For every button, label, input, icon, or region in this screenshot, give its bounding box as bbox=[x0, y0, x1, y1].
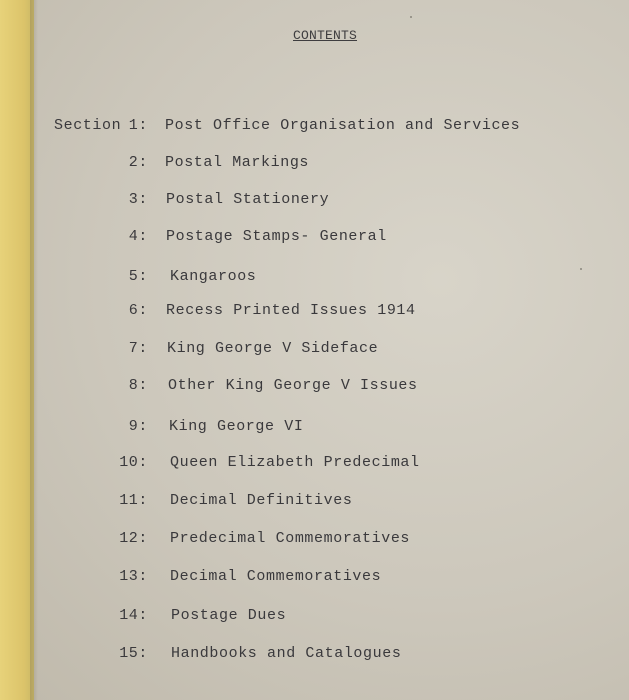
entry-number: 9: bbox=[128, 418, 148, 435]
entry-number: 1: bbox=[128, 117, 148, 134]
entry-number: 6: bbox=[128, 302, 148, 319]
entry-title: Postage Dues bbox=[171, 607, 287, 624]
entry-number: 14: bbox=[119, 607, 148, 624]
entry-title: Other King George V Issues bbox=[168, 377, 418, 394]
entry-title: Decimal Commemoratives bbox=[170, 568, 382, 585]
section-label: Section bbox=[54, 117, 122, 134]
entry-number: 11: bbox=[119, 492, 148, 509]
entry-number: 3: bbox=[128, 191, 148, 208]
entry-number: 15: bbox=[119, 645, 148, 662]
yellow-paper-edge bbox=[0, 0, 34, 700]
entry-title: Decimal Definitives bbox=[170, 492, 353, 509]
entry-number: 13: bbox=[119, 568, 148, 585]
entry-number: 5: bbox=[128, 268, 148, 285]
entry-number: 10: bbox=[119, 454, 148, 471]
entry-title: King George VI bbox=[169, 418, 304, 435]
entry-title: Queen Elizabeth Predecimal bbox=[170, 454, 420, 471]
paper-edge-shadow bbox=[30, 0, 38, 700]
entry-number: 12: bbox=[119, 530, 148, 547]
entry-number: 4: bbox=[128, 228, 148, 245]
entry-title: Predecimal Commemoratives bbox=[170, 530, 411, 547]
paper-speck bbox=[580, 268, 582, 270]
entry-number: 8: bbox=[128, 377, 148, 394]
entry-title: Postal Stationery bbox=[166, 191, 330, 208]
entry-title: Postal Markings bbox=[165, 154, 310, 171]
entry-title: Recess Printed Issues 1914 bbox=[166, 302, 416, 319]
entry-title: Postage Stamps- General bbox=[166, 228, 387, 245]
entry-title: King George V Sideface bbox=[167, 340, 379, 357]
page-title: CONTENTS bbox=[293, 28, 358, 43]
entry-number: 2: bbox=[128, 154, 148, 171]
entry-title: Post Office Organisation and Services bbox=[165, 117, 521, 134]
entry-title: Kangaroos bbox=[170, 268, 257, 285]
paper-speck bbox=[410, 16, 412, 18]
entry-number: 7: bbox=[128, 340, 148, 357]
entry-title: Handbooks and Catalogues bbox=[171, 645, 402, 662]
